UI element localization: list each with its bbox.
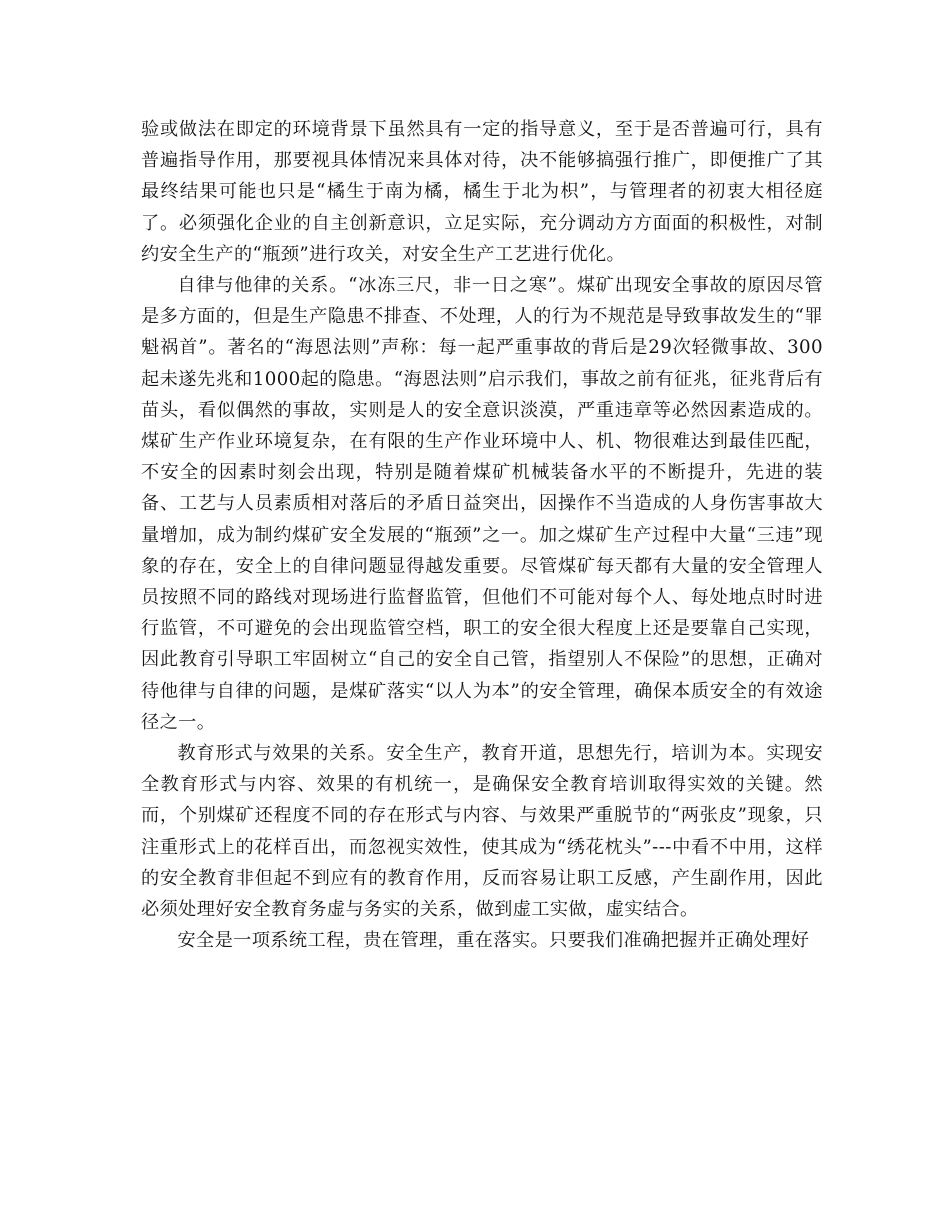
paragraph-self-discipline: 自律与他律的关系。“冰冻三尺，非一日之寒”。煤矿出现安全事故的原因尽管是多方面的，但是生产隐患不排查、不处理，人的行为不规范是导致事故发生的“罪魁祸首”。著名的“海恩法则”声称：每一起严重事故的背后是29次轻微事故、300起未遂先兆和1000起的隐患。“海恩法则”启示我们，事故之前有征兆，征兆背后有苗头，看似偶然的事故，实则是人的安全意识淡漠，严重违章等必然因素造成的。煤矿生产作业环境复杂，在有限的生产作业环境中人、机、物很难达到最佳匹配，不安全的因素时刻会出现，特别是随着煤矿机械装备水平的不断提升，先进的装备、工艺与人员素质相对落后的矛盾日益突出，因操作不当造成的人身伤害事故大量增加，成为制约煤矿安全发展的“瓶颈”之一。加之煤矿生产过程中大量“三违”现象的存在，安全上的自律问题显得越发重要。尽管煤矿每天都有大量的安全管理人员按照不同的路线对现场进行监督监管，但他们不可能对每个人、每处地点时时进行监管，不可避免的会出现监管空档，职工的安全很大程度上还是要靠自己实现，因此教育引导职工牢固树立“自己的安全自己管，指望别人不保险”的思想，正确对待他律与自律的问题，是煤矿落实“以人为本”的安全管理，确保本质安全的有效途径之一。 bbox=[141, 275, 823, 733]
paragraph-continued: 验或做法在即定的环境背景下虽然具有一定的指导意义，至于是否普遍可行，具有普遍指导作用，那要视具体情况来具体对待，决不能够搞强行推广，即便推广了其最终结果可能也只是“橘生于南为橘，橘生于北为枳”，与管理者的初衷大相径庭了。必须强化企业的自主创新意识，立足实际，充分调动方方面面的积极性，对制约安全生产的“瓶颈”进行攻关，对安全生产工艺进行优化。 bbox=[141, 119, 823, 265]
paragraph-conclusion-start: 安全是一项系统工程，贵在管理，重在落实。只要我们准确把握并正确处理好 bbox=[177, 930, 810, 952]
paragraph-education-form: 教育形式与效果的关系。安全生产，教育开道，思想先行，培训为本。实现安全教育形式与内容、效果的有机统一，是确保安全教育培训取得实效的关键。然而，个别煤矿还程度不同的存在形式与内容、与效果严重脱节的“两张皮”现象，只注重形式上的花样百出，而忽视实效性，使其成为“绣花枕头”---中看不中用，这样的安全教育非但起不到应有的教育作用，反而容易让职工反感，产生副作用，因此必须处理好安全教育务虚与务实的关系，做到虚工实做，虚实结合。 bbox=[141, 743, 823, 921]
document-body bbox=[141, 114, 823, 956]
